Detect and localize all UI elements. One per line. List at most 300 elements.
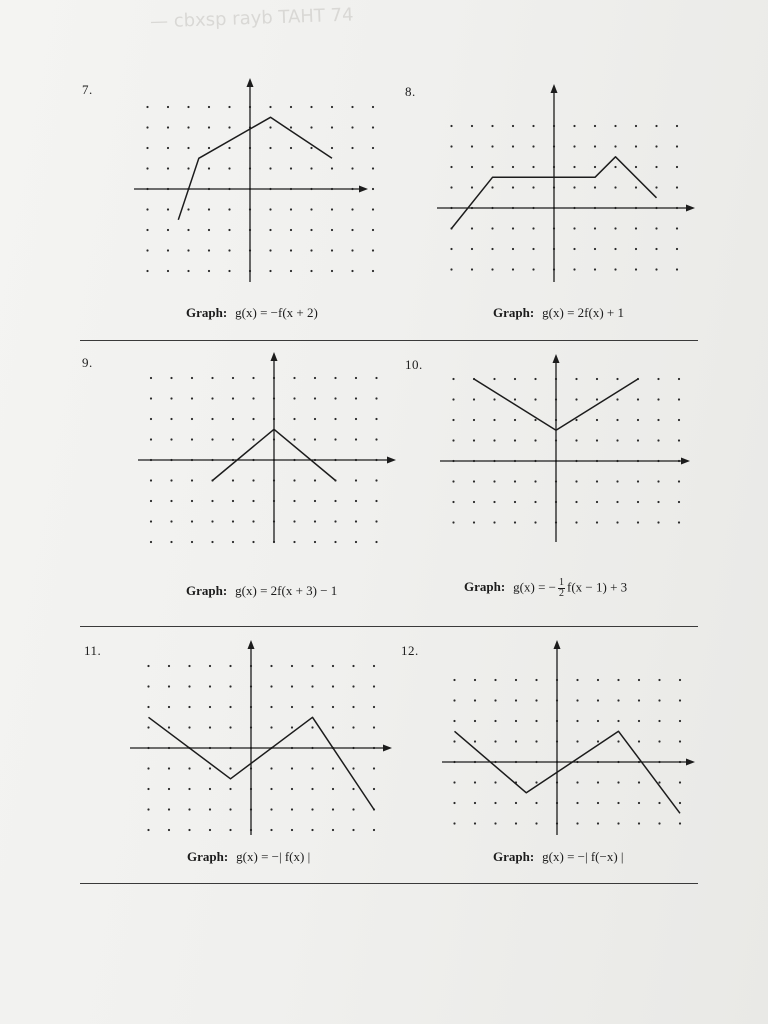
graph-problem-12 [442, 640, 697, 835]
grid-dot [657, 439, 659, 441]
grid-dot [150, 397, 152, 399]
grid-dot [352, 726, 354, 728]
grid-dot [290, 167, 292, 169]
grid-dot [269, 229, 271, 231]
grid-dot [188, 726, 190, 728]
grid-dot [453, 802, 455, 804]
x-axis-arrow [686, 759, 695, 766]
formula: g(x) = 2f(x) + 1 [542, 305, 624, 320]
grid-dot [310, 167, 312, 169]
grid-dot [211, 520, 213, 522]
grid-dot [534, 398, 536, 400]
dot-grid [453, 679, 681, 825]
grid-dot [617, 781, 619, 783]
grid-dot [491, 248, 493, 250]
grid-dot [168, 767, 170, 769]
grid-dot [310, 270, 312, 272]
grid-dot [491, 145, 493, 147]
grid-dot [191, 541, 193, 543]
grid-dot [453, 699, 455, 701]
grid-dot [493, 439, 495, 441]
grid-dot [635, 166, 637, 168]
grid-dot [372, 147, 374, 149]
grid-dot [512, 125, 514, 127]
grid-dot [352, 829, 354, 831]
grid-dot [352, 665, 354, 667]
grid-dot [290, 270, 292, 272]
grid-dot [576, 822, 578, 824]
grid-dot [191, 500, 193, 502]
grid-dot [471, 125, 473, 127]
grid-dot [576, 699, 578, 701]
grid-dot [676, 166, 678, 168]
grid-dot [494, 720, 496, 722]
grid-dot [331, 229, 333, 231]
grid-dot [491, 125, 493, 127]
grid-dot [229, 829, 231, 831]
caption-problem-10 [464, 578, 627, 599]
grid-dot [515, 679, 517, 681]
grid-dot [373, 685, 375, 687]
grid-dot [252, 479, 254, 481]
grid-dot [187, 126, 189, 128]
grid-dot [452, 419, 454, 421]
grid-dot [638, 781, 640, 783]
grid-dot [494, 802, 496, 804]
grid-dot [617, 740, 619, 742]
grid-dot [291, 726, 293, 728]
grid-dot [657, 501, 659, 503]
grid-dot [493, 501, 495, 503]
grid-dot [228, 249, 230, 251]
grid-dot [450, 186, 452, 188]
grid-dot [147, 829, 149, 831]
fraction-one-half [558, 578, 565, 599]
grid-dot [150, 541, 152, 543]
grid-dot [310, 249, 312, 251]
grid-dot [678, 521, 680, 523]
grid-dot [658, 781, 660, 783]
grid-dot [614, 248, 616, 250]
grid-dot [535, 781, 537, 783]
grid-dot [331, 167, 333, 169]
grid-dot [678, 419, 680, 421]
grid-dot [576, 802, 578, 804]
x-axis-arrow [359, 186, 368, 193]
grid-dot [614, 268, 616, 270]
grid-dot [167, 208, 169, 210]
grid-dot [534, 419, 536, 421]
grid-dot [208, 126, 210, 128]
grid-dot [657, 480, 659, 482]
grid-dot [617, 720, 619, 722]
grid-dot [678, 439, 680, 441]
grid-dot [168, 726, 170, 728]
grid-dot [372, 106, 374, 108]
grid-dot [310, 208, 312, 210]
grid-dot [290, 249, 292, 251]
grid-dot [168, 706, 170, 708]
grid-dot [655, 268, 657, 270]
graph-label: Graph: [186, 583, 228, 598]
grid-dot [452, 480, 454, 482]
grid-dot [191, 520, 193, 522]
grid-dot [314, 479, 316, 481]
grid-dot [209, 726, 211, 728]
grid-dot [332, 808, 334, 810]
grid-dot [491, 227, 493, 229]
grid-dot [331, 147, 333, 149]
grid-dot [232, 479, 234, 481]
grid-dot [450, 125, 452, 127]
grid-dot [614, 227, 616, 229]
grid-dot [474, 740, 476, 742]
grid-dot [453, 720, 455, 722]
grid-dot [596, 439, 598, 441]
grid-dot [352, 685, 354, 687]
grid-dot [635, 268, 637, 270]
grid-dot [471, 186, 473, 188]
grid-dot [614, 166, 616, 168]
grid-dot [334, 541, 336, 543]
grid-dot [679, 822, 681, 824]
grid-dot [678, 378, 680, 380]
grid-dot [597, 802, 599, 804]
grid-dot [351, 126, 353, 128]
formula-prefix: g(x) = − [513, 579, 556, 595]
grid-dot [512, 268, 514, 270]
grid-dot [635, 186, 637, 188]
grid-dot [188, 788, 190, 790]
caption-problem-11 [187, 849, 310, 865]
grid-dot [635, 227, 637, 229]
grid-dot [493, 398, 495, 400]
grid-dot [229, 788, 231, 790]
grid-dot [168, 808, 170, 810]
grid-dot [228, 147, 230, 149]
grid-dot [252, 418, 254, 420]
grid-dot [269, 167, 271, 169]
grid-dot [311, 706, 313, 708]
grid-dot [188, 829, 190, 831]
grid-dot [573, 268, 575, 270]
grid-dot [638, 822, 640, 824]
grid-dot [311, 808, 313, 810]
caption-problem-8 [493, 305, 624, 321]
grid-dot [170, 479, 172, 481]
grid-dot [229, 726, 231, 728]
caption-problem-9 [186, 583, 337, 599]
grid-dot [594, 227, 596, 229]
grid-dot [450, 268, 452, 270]
grid-dot [188, 706, 190, 708]
grid-dot [534, 501, 536, 503]
formula-suffix: f(x − 1) + 3 [567, 579, 628, 595]
grid-dot [310, 106, 312, 108]
y-axis-arrow [248, 640, 255, 649]
grid-dot [270, 706, 272, 708]
grid-dot [146, 126, 148, 128]
grid-dot [452, 378, 454, 380]
grid-dot [209, 788, 211, 790]
grid-dot [375, 520, 377, 522]
grid-dot [375, 479, 377, 481]
grid-dot [147, 726, 149, 728]
grid-dot [229, 706, 231, 708]
grid-dot [576, 740, 578, 742]
grid-dot [170, 541, 172, 543]
grid-dot [334, 500, 336, 502]
grid-dot [334, 438, 336, 440]
grid-dot [534, 480, 536, 482]
grid-dot [146, 229, 148, 231]
problem-number-10: 10. [405, 357, 423, 372]
grid-dot [146, 270, 148, 272]
grid-dot [352, 788, 354, 790]
grid-dot [637, 419, 639, 421]
grid-dot [515, 822, 517, 824]
grid-dot [290, 147, 292, 149]
grid-dot [679, 740, 681, 742]
grid-dot [170, 520, 172, 522]
grid-dot [535, 822, 537, 824]
grid-dot [532, 145, 534, 147]
grid-dot [331, 106, 333, 108]
grid-dot [616, 480, 618, 482]
grid-dot [290, 229, 292, 231]
grid-dot [252, 438, 254, 440]
grid-dot [187, 147, 189, 149]
grid-dot [493, 419, 495, 421]
grid-dot [232, 520, 234, 522]
grid-dot [494, 740, 496, 742]
grid-dot [147, 808, 149, 810]
grid-dot [352, 706, 354, 708]
grid-dot [211, 418, 213, 420]
grid-dot [534, 521, 536, 523]
grid-dot [637, 398, 639, 400]
grid-dot [228, 106, 230, 108]
grid-dot [452, 501, 454, 503]
grid-dot [293, 500, 295, 502]
grid-dot [310, 126, 312, 128]
grid-dot [334, 377, 336, 379]
graph-label: Graph: [493, 305, 535, 320]
grid-dot [351, 167, 353, 169]
grid-dot [473, 480, 475, 482]
grid-dot [293, 479, 295, 481]
grid-dot [355, 479, 357, 481]
y-axis-arrow [553, 354, 560, 363]
grid-dot [269, 249, 271, 251]
grid-dot [311, 829, 313, 831]
grid-dot [167, 167, 169, 169]
grid-dot [679, 781, 681, 783]
grid-dot [147, 706, 149, 708]
grid-dot [471, 268, 473, 270]
fraction-numerator: 1 [559, 577, 564, 588]
grid-dot [655, 166, 657, 168]
grid-dot [471, 227, 473, 229]
formula: g(x) = −| f(x) | [236, 849, 311, 864]
grid-dot [515, 720, 517, 722]
grid-dot [372, 270, 374, 272]
grid-dot [637, 521, 639, 523]
formula: g(x) = −| f(−x) | [542, 849, 624, 864]
grid-dot [676, 125, 678, 127]
grid-dot [494, 822, 496, 824]
grid-dot [679, 720, 681, 722]
grid-dot [270, 829, 272, 831]
grid-dot [232, 377, 234, 379]
grid-dot [228, 229, 230, 231]
grid-dot [191, 377, 193, 379]
grid-dot [512, 166, 514, 168]
grid-dot [655, 145, 657, 147]
dot-grid [452, 378, 680, 524]
grid-dot [515, 699, 517, 701]
grid-dot [352, 808, 354, 810]
grid-dot [293, 438, 295, 440]
grid-dot [334, 520, 336, 522]
grid-dot [617, 802, 619, 804]
grid-dot [514, 480, 516, 482]
grid-dot [635, 248, 637, 250]
grid-dot [314, 541, 316, 543]
grid-dot [453, 740, 455, 742]
grid-dot [532, 227, 534, 229]
grid-dot [270, 808, 272, 810]
grid-dot [211, 500, 213, 502]
grid-dot [597, 720, 599, 722]
grid-dot [168, 665, 170, 667]
grid-dot [331, 249, 333, 251]
grid-dot [375, 397, 377, 399]
graph-problem-8 [437, 92, 697, 282]
grid-dot [208, 249, 210, 251]
problem-number-9: 9. [82, 355, 93, 370]
grid-dot [168, 788, 170, 790]
grid-dot [453, 679, 455, 681]
grid-dot [617, 679, 619, 681]
grid-dot [596, 521, 598, 523]
grid-dot [614, 125, 616, 127]
graph-label: Graph: [464, 579, 506, 595]
grid-dot [291, 767, 293, 769]
grid-dot [596, 378, 598, 380]
grid-dot [474, 720, 476, 722]
grid-dot [191, 438, 193, 440]
grid-dot [372, 126, 374, 128]
grid-dot [373, 767, 375, 769]
grid-dot [596, 480, 598, 482]
graph-problem-7 [130, 92, 375, 282]
grid-dot [228, 126, 230, 128]
grid-dot [351, 147, 353, 149]
grid-dot [575, 521, 577, 523]
grid-dot [291, 665, 293, 667]
grid-dot [187, 229, 189, 231]
grid-dot [146, 106, 148, 108]
grid-dot [514, 439, 516, 441]
grid-dot [679, 802, 681, 804]
grid-dot [614, 186, 616, 188]
grid-dot [534, 378, 536, 380]
grid-dot [657, 521, 659, 523]
grid-dot [616, 501, 618, 503]
grid-dot [269, 270, 271, 272]
grid-dot [355, 541, 357, 543]
grid-dot [473, 521, 475, 523]
grid-dot [373, 788, 375, 790]
grid-dot [473, 419, 475, 421]
grid-dot [535, 699, 537, 701]
grid-dot [471, 145, 473, 147]
grid-dot [332, 829, 334, 831]
graph-problem-11 [130, 640, 395, 835]
grid-dot [188, 665, 190, 667]
grid-dot [515, 802, 517, 804]
grid-dot [575, 398, 577, 400]
grid-dot [147, 665, 149, 667]
formula: g(x) = 2f(x + 3) − 1 [235, 583, 338, 598]
grid-dot [594, 145, 596, 147]
grid-dot [575, 439, 577, 441]
grid-dot [188, 767, 190, 769]
grid-dot [573, 186, 575, 188]
grid-dot [617, 822, 619, 824]
grid-dot [514, 501, 516, 503]
grid-dot [168, 829, 170, 831]
grid-dot [372, 188, 374, 190]
grid-dot [658, 720, 660, 722]
grid-dot [252, 397, 254, 399]
grid-dot [311, 726, 313, 728]
grid-dot [232, 397, 234, 399]
grid-dot [147, 685, 149, 687]
grid-dot [491, 186, 493, 188]
problem-number-12: 12. [401, 643, 419, 658]
grid-dot [150, 377, 152, 379]
grid-dot [575, 480, 577, 482]
grid-dot [146, 147, 148, 149]
grid-dot [512, 145, 514, 147]
grid-dot [270, 685, 272, 687]
grid-dot [474, 781, 476, 783]
grid-dot [450, 248, 452, 250]
grid-dot [228, 270, 230, 272]
grid-dot [494, 699, 496, 701]
grid-dot [678, 398, 680, 400]
grid-dot [616, 378, 618, 380]
grid-dot [657, 398, 659, 400]
grid-dot [372, 167, 374, 169]
grid-dot [493, 378, 495, 380]
grid-dot [474, 699, 476, 701]
grid-dot [658, 740, 660, 742]
grid-dot [471, 248, 473, 250]
grid-dot [375, 377, 377, 379]
grid-dot [228, 208, 230, 210]
function-graph-line [178, 117, 332, 220]
grid-dot [351, 270, 353, 272]
grid-dot [594, 166, 596, 168]
grid-dot [514, 419, 516, 421]
grid-dot [311, 767, 313, 769]
graph-label: Graph: [493, 849, 535, 864]
grid-dot [150, 520, 152, 522]
y-axis-arrow [551, 84, 558, 93]
